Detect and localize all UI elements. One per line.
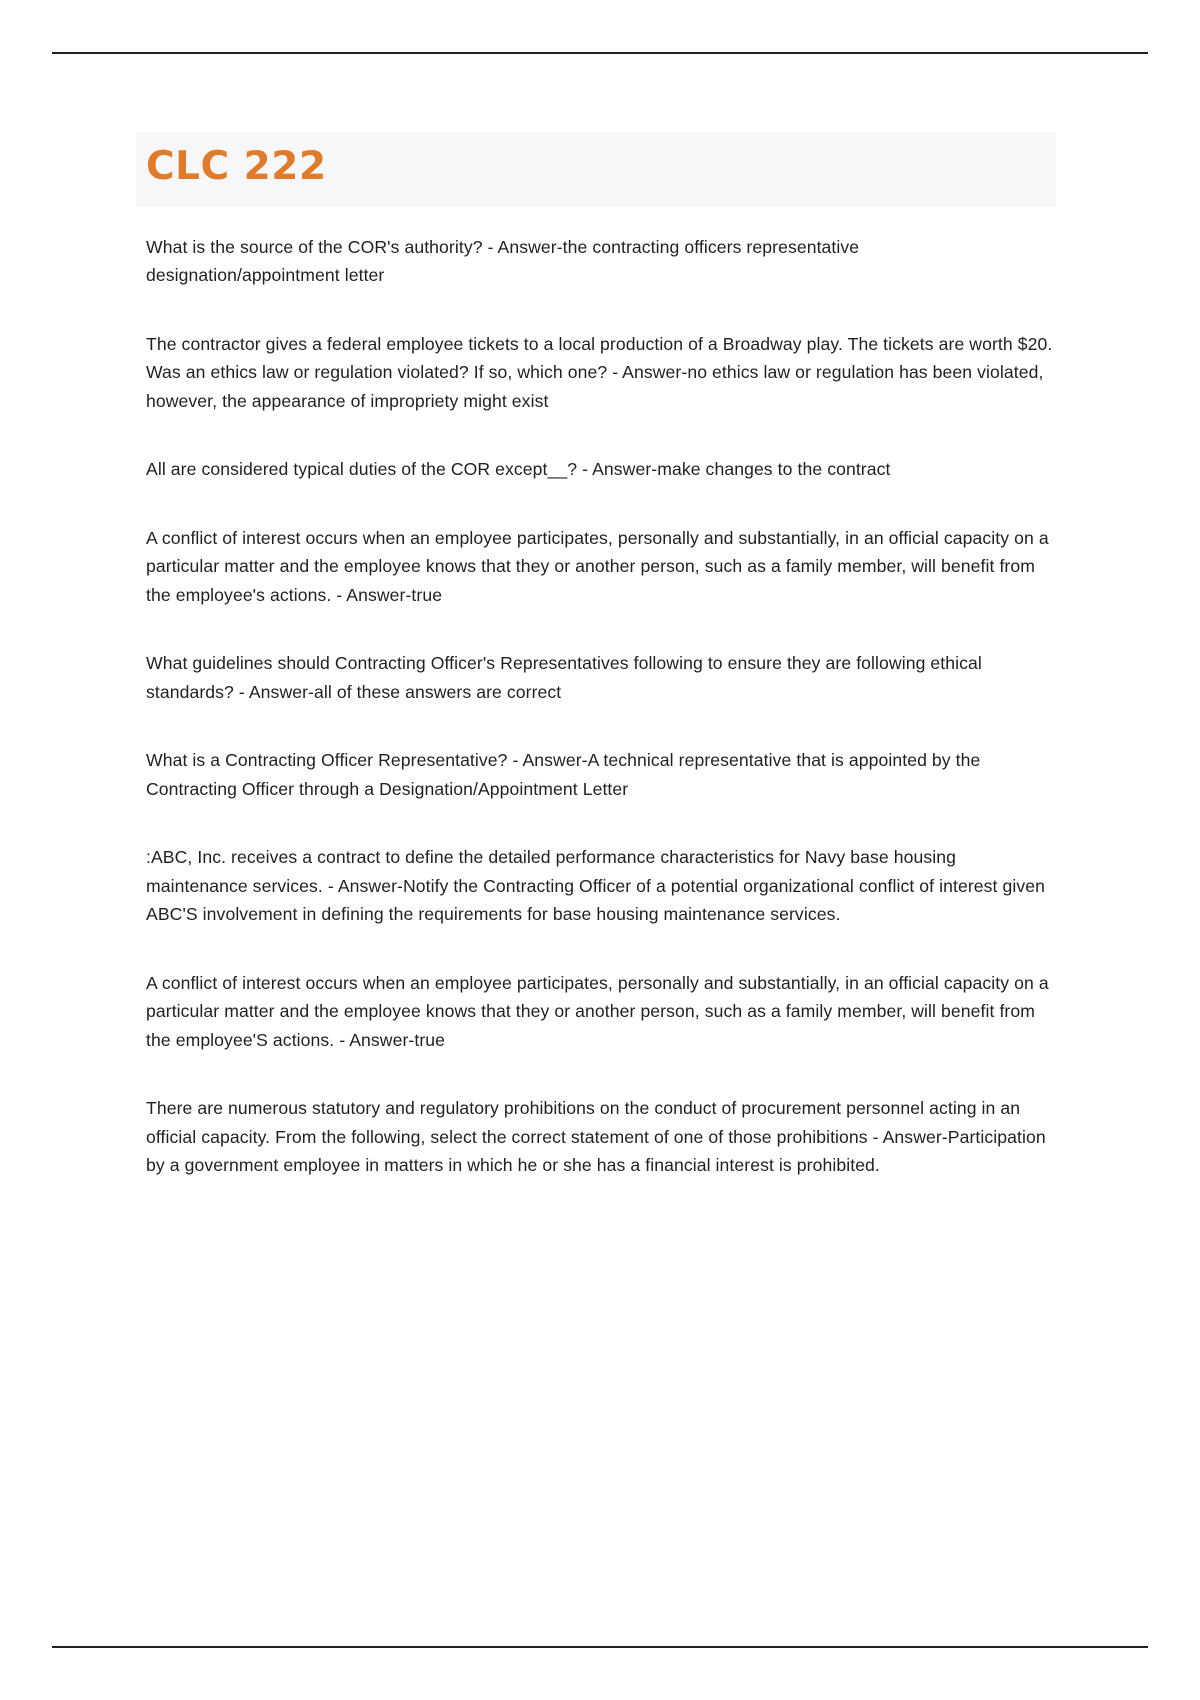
qa-item: A conflict of interest occurs when an employee participates, personally and substantially, in an official capacity on a particular matter and the employee knows that they or another person, such as a family member, will benefit from the employee'S actions. - Answer-true <box>146 972 1049 1050</box>
qa-item: What guidelines should Contracting Officer's Representatives following to ensure they are following ethical standards? - Answer-all of these answers are correct <box>146 653 982 702</box>
qa-item: There are numerous statutory and regulatory prohibitions on the conduct of procurement personnel acting in an official capacity. From the following, select the correct statement of one of those prohibitions - Answer-Participation by a government employee in matters in which he or she has a financial interest is prohibited. <box>146 1098 1046 1176</box>
document-content <box>146 132 1056 1180</box>
page-title: CLC 222 <box>146 144 327 189</box>
qa-item: A conflict of interest occurs when an employee participates, personally and substantially, in an official capacity on a particular matter and the employee knows that they or another person, such as a family member, will benefit from the employee's actions. - Answer-true <box>146 527 1049 605</box>
qa-item: What is the source of the COR's authority? - Answer-the contracting officers representative designation/appointment letter <box>146 236 860 286</box>
qa-item: :ABC, Inc. receives a contract to define the detailed performance characteristics for Navy base housing maintenance services. - Answer-Notify the Contracting Officer of a potential organizational conflict of interest given ABC'S involvement in defining the requirements for base housing maintenance services. <box>146 847 1045 925</box>
qa-item: All are considered typical duties of the COR except__? - Answer-make changes to the contract <box>146 459 891 480</box>
footer-divider <box>52 1646 1148 1648</box>
header-divider <box>52 52 1148 54</box>
qa-item: What is a Contracting Officer Representative? - Answer-A technical representative that is appointed by the Contracting Officer through a Designation/Appointment Letter <box>146 750 981 799</box>
title-banner <box>136 132 1056 207</box>
qa-item: The contractor gives a federal employee tickets to a local production of a Broadway play. The tickets are worth $20. Was an ethics law or regulation violated? If so, which one? - Answer-no ethics law or regulation has been violated, however, the appearance of impropriety might exist <box>146 333 1053 411</box>
